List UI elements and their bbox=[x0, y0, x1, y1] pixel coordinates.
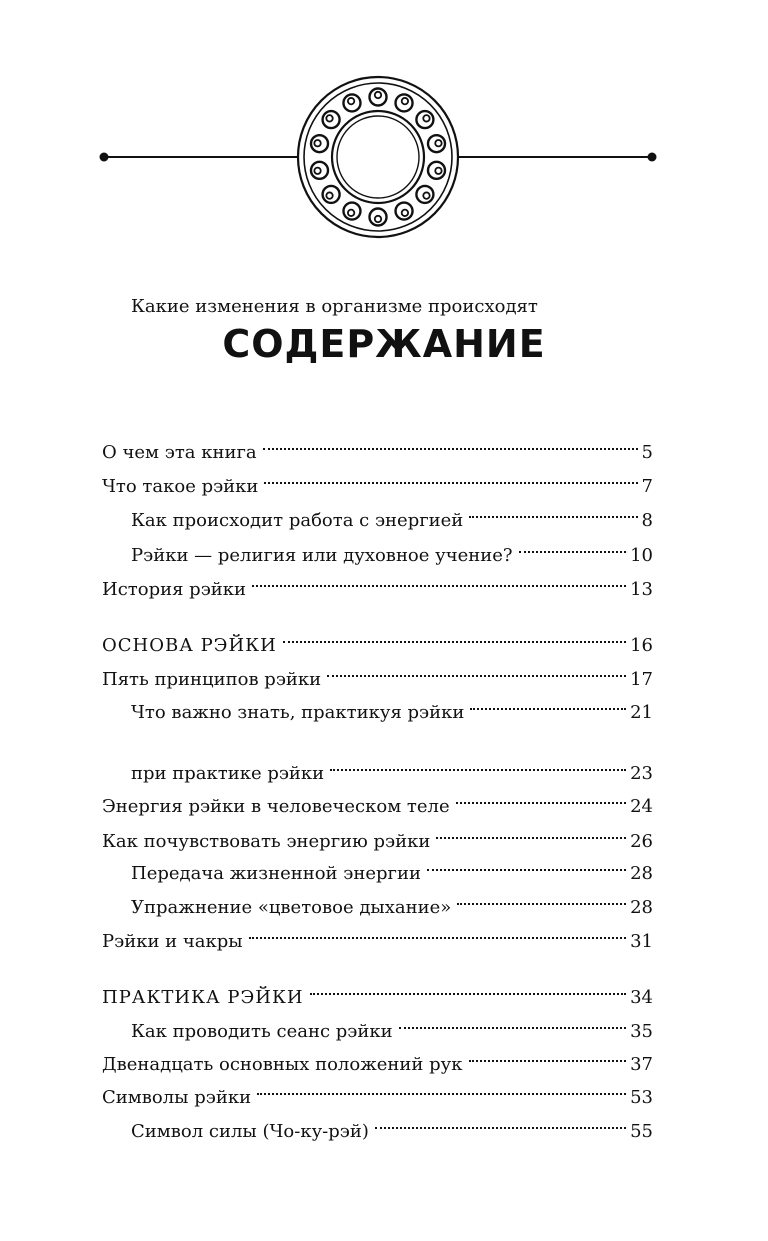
toc-entry-row[interactable] bbox=[131, 531, 653, 566]
header-ornament bbox=[0, 60, 768, 260]
dot-leader bbox=[283, 621, 626, 651]
mandala-petal-center bbox=[314, 140, 320, 146]
toc-page-number: 8 bbox=[641, 510, 653, 531]
mandala-petal-center bbox=[348, 210, 354, 216]
toc-page-number: 7 bbox=[641, 476, 653, 497]
toc-entry-row[interactable] bbox=[131, 849, 653, 884]
toc-entry-title: Как почувствовать энергию рэйки bbox=[102, 831, 431, 852]
toc-entry-row[interactable] bbox=[131, 688, 653, 723]
toc-entry-title: Рэйки — религия или духовное учение? bbox=[131, 545, 513, 566]
toc-page-number: 17 bbox=[630, 669, 653, 690]
mandala-petal bbox=[416, 111, 433, 128]
dot-leader bbox=[327, 655, 626, 685]
toc-page-number: 28 bbox=[630, 897, 653, 918]
mandala-petal bbox=[343, 203, 360, 220]
toc-entry-title: Энергия рэйки в человеческом теле bbox=[102, 796, 450, 817]
mandala-petal-center bbox=[326, 115, 332, 121]
mandala-petal bbox=[323, 186, 340, 203]
toc-entry-title: Что важно знать, практикуя рэйки bbox=[131, 702, 465, 723]
dot-leader bbox=[249, 917, 626, 947]
toc-entry-title: ПРАКТИКА РЭЙКИ bbox=[102, 987, 304, 1008]
dot-leader bbox=[469, 496, 637, 526]
toc-entry-row[interactable] bbox=[102, 428, 653, 463]
toc-entry-row[interactable] bbox=[131, 749, 653, 784]
toc-page-number: 26 bbox=[630, 831, 653, 852]
mandala-ring bbox=[298, 77, 458, 237]
toc-entry-title: Передача жизненной энергии bbox=[131, 863, 421, 884]
toc-entry-title: Как происходит работа с энергией bbox=[131, 510, 464, 531]
toc-entry-row[interactable] bbox=[131, 1007, 653, 1042]
toc-page-number: 31 bbox=[630, 931, 653, 952]
toc-entry-row[interactable] bbox=[102, 782, 653, 817]
dot-leader bbox=[519, 531, 627, 561]
dot-leader bbox=[375, 1107, 626, 1137]
toc-entry-row[interactable] bbox=[131, 883, 653, 918]
dot-leader bbox=[436, 817, 626, 847]
toc-entry-row[interactable] bbox=[102, 817, 653, 852]
ornament-left-dot bbox=[100, 153, 109, 162]
toc-entry-title-line1: Какие изменения в организме происходят bbox=[131, 296, 538, 317]
dot-leader bbox=[264, 462, 637, 492]
mandala-petal bbox=[396, 203, 413, 220]
toc-entry-row[interactable] bbox=[102, 462, 653, 497]
toc-entry-row[interactable] bbox=[102, 565, 653, 600]
mandala-petal-center bbox=[435, 168, 441, 174]
toc-page-number: 21 bbox=[630, 702, 653, 723]
mandala-petal-center bbox=[423, 192, 429, 198]
toc-entry-title: История рэйки bbox=[102, 579, 247, 600]
toc-page-number: 37 bbox=[630, 1054, 653, 1075]
mandala-petal-center bbox=[314, 168, 320, 174]
toc-entry-title: Что такое рэйки bbox=[102, 476, 259, 497]
mandala-petal bbox=[396, 94, 413, 111]
toc-page-number: 24 bbox=[630, 796, 653, 817]
mandala-petal-center bbox=[435, 140, 441, 146]
toc-entry-row[interactable] bbox=[131, 496, 653, 531]
mandala-petal-center bbox=[375, 216, 381, 222]
toc-page-number: 35 bbox=[630, 1021, 653, 1042]
toc-entry-title: Символы рэйки bbox=[102, 1087, 252, 1108]
toc-section-row[interactable] bbox=[102, 621, 653, 656]
toc-entry-title: Упражнение «цветовое дыхание» bbox=[131, 897, 452, 918]
toc-page-number: 16 bbox=[630, 635, 653, 656]
dot-leader bbox=[457, 883, 626, 913]
dot-leader bbox=[310, 973, 627, 1003]
toc-entry-title: Двенадцать основных положений рук bbox=[102, 1054, 463, 1075]
toc-entry-title: при практике рэйки bbox=[131, 763, 325, 784]
mandala-petal-center bbox=[423, 115, 429, 121]
mandala-petal bbox=[343, 94, 360, 111]
dot-leader bbox=[263, 428, 638, 458]
mandala-petal-center bbox=[402, 98, 408, 104]
toc-page-number: 23 bbox=[630, 763, 653, 784]
toc-section-row[interactable] bbox=[102, 973, 653, 1008]
toc-entry-row[interactable] bbox=[102, 1040, 653, 1075]
toc-entry-row[interactable] bbox=[102, 917, 653, 952]
toc-entry-row[interactable] bbox=[131, 1107, 653, 1142]
toc-page-number: 53 bbox=[630, 1087, 653, 1108]
toc-entry-row[interactable] bbox=[102, 655, 653, 690]
dot-leader bbox=[330, 749, 626, 779]
toc-entry-title: Символ силы (Чо-ку-рэй) bbox=[131, 1121, 369, 1142]
toc-entry-title: Рэйки и чакры bbox=[102, 931, 243, 952]
toc-entry-row[interactable] bbox=[102, 1073, 653, 1108]
dot-leader bbox=[252, 565, 626, 595]
dot-leader bbox=[399, 1007, 626, 1037]
toc-entry-title: О чем эта книга bbox=[102, 442, 257, 463]
dot-leader bbox=[470, 688, 626, 718]
ornament-right-dot bbox=[648, 153, 657, 162]
toc-entry-title: Как проводить сеанс рэйки bbox=[131, 1021, 393, 1042]
mandala-petal bbox=[323, 111, 340, 128]
toc-page-number: 13 bbox=[630, 579, 653, 600]
mandala-petal-center bbox=[348, 98, 354, 104]
toc-page-number: 55 bbox=[630, 1121, 653, 1142]
dot-leader bbox=[469, 1040, 627, 1070]
dot-leader bbox=[257, 1073, 626, 1103]
dot-leader bbox=[427, 849, 626, 879]
mandala-circle-icon bbox=[0, 60, 768, 260]
mandala-petal-center bbox=[326, 192, 332, 198]
toc-entry-title: Пять принципов рэйки bbox=[102, 669, 322, 690]
toc-page-number: 28 bbox=[630, 863, 653, 884]
page-title: СОДЕРЖАНИЕ bbox=[222, 322, 546, 366]
toc-page-number: 34 bbox=[630, 987, 653, 1008]
dot-leader bbox=[456, 782, 626, 812]
mandala-petal bbox=[416, 186, 433, 203]
mandala-petal-center bbox=[402, 210, 408, 216]
toc-entry-title: ОСНОВА РЭЙКИ bbox=[102, 635, 277, 656]
toc-page-number: 10 bbox=[630, 545, 653, 566]
toc-page-number: 5 bbox=[641, 442, 653, 463]
mandala-petal-center bbox=[375, 92, 381, 98]
